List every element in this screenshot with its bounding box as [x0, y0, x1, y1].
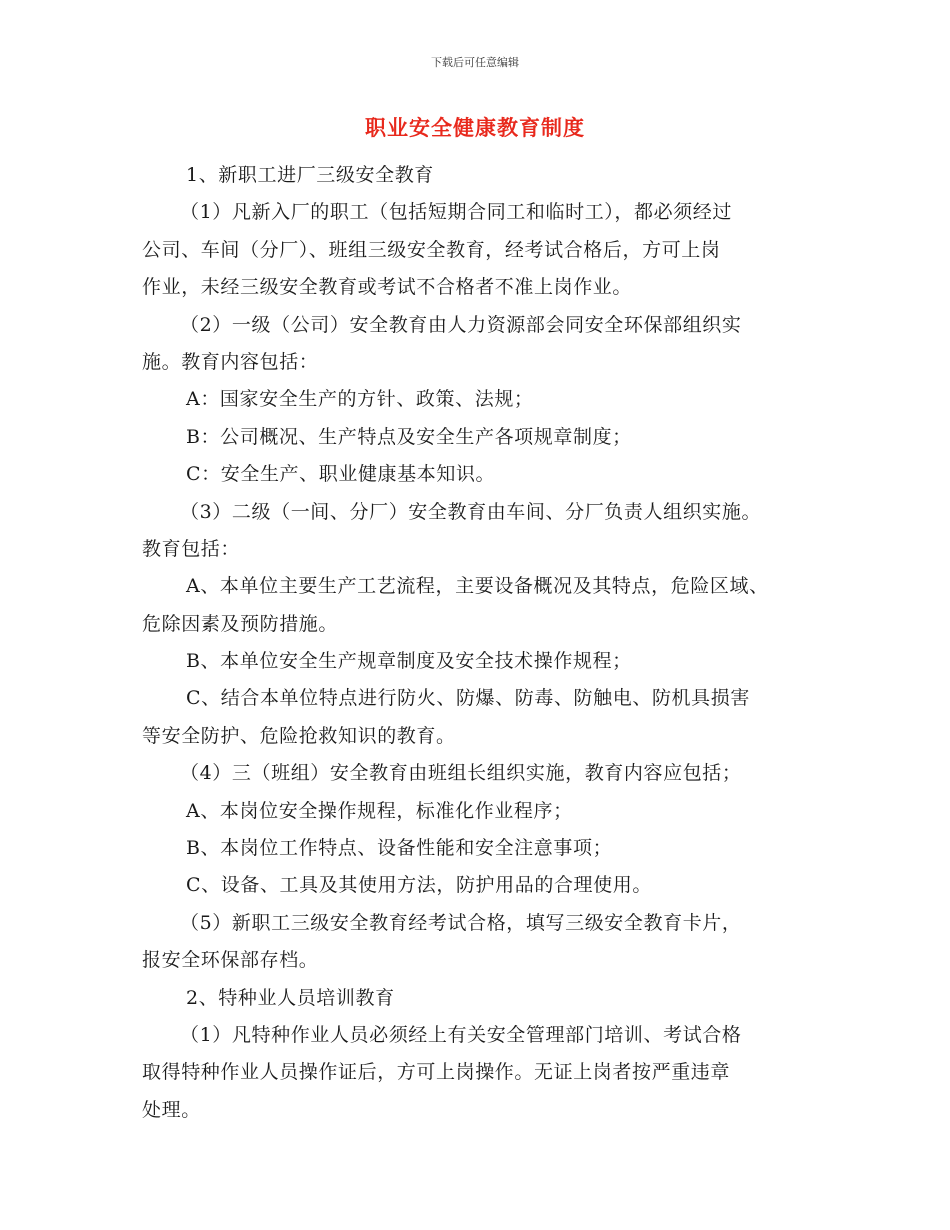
text-line: 2、特种业人员培训教育 [186, 986, 395, 1009]
text-line: 危除因素及预防措施。 [142, 612, 339, 635]
text-line: 施。教育内容包括： [142, 350, 319, 373]
header-note: 下载后可任意编辑 [431, 56, 519, 69]
text-line: （1）凡特种作业人员必须经上有关安全管理部门培训、考试合格 [180, 1023, 742, 1046]
text-line: （4）三（班组）安全教育由班组长组织实施，教育内容应包括； [180, 762, 742, 785]
text-line: C：安全生产、职业健康基本知识。 [186, 463, 496, 486]
text-line: B：公司概况、生产特点及安全生产各项规章制度； [186, 425, 632, 448]
text-line: 作业，未经三级安全教育或考试不合格者不准上岗作业。 [142, 276, 633, 299]
text-line: （5）新职工三级安全教育经考试合格，填写三级安全教育卡片， [180, 911, 742, 934]
text-line: 处理。 [142, 1098, 201, 1121]
text-line: 公司、车间（分厂）、班组三级安全教育，经考试合格后，方可上岗 [142, 238, 721, 261]
text-line: 教育包括： [142, 537, 241, 560]
text-line: B、本单位安全生产规章制度及安全技术操作规程； [186, 650, 632, 673]
text-line: C、设备、工具及其使用方法，防护用品的合理使用。 [186, 874, 652, 897]
text-line: 报安全环保部存档。 [142, 949, 319, 972]
text-line: A、本岗位安全操作规程，标准化作业程序； [186, 799, 573, 822]
text-line: 取得特种作业人员操作证后，方可上岗操作。无证上岗者按严重违章 [142, 1061, 731, 1084]
document-body [142, 157, 832, 1129]
text-line: B、本岗位工作特点、设备性能和安全注意事项； [186, 837, 613, 860]
text-line: （1）凡新入厂的职工（包括短期合同工和临时工），都必须经过 [180, 201, 732, 224]
document-title: 职业安全健康教育制度 [365, 116, 585, 140]
text-line: （3）二级（一间、分厂）安全教育由车间、分厂负责人组织实施。 [180, 500, 762, 523]
text-line: 等安全防护、危险抢救知识的教育。 [142, 724, 456, 747]
text-line: A、本单位主要生产工艺流程，主要设备概况及其特点，危险区域、 [186, 575, 769, 598]
text-line: 1、新职工进厂三级安全教育 [186, 164, 434, 186]
text-line: （2）一级（公司）安全教育由人力资源部会同安全环保部组织实 [180, 313, 742, 336]
text-line: A：国家安全生产的方针、政策、法规； [186, 388, 534, 411]
text-line: C、结合本单位特点进行防火、防爆、防毒、防触电、防机具损害 [186, 687, 750, 710]
